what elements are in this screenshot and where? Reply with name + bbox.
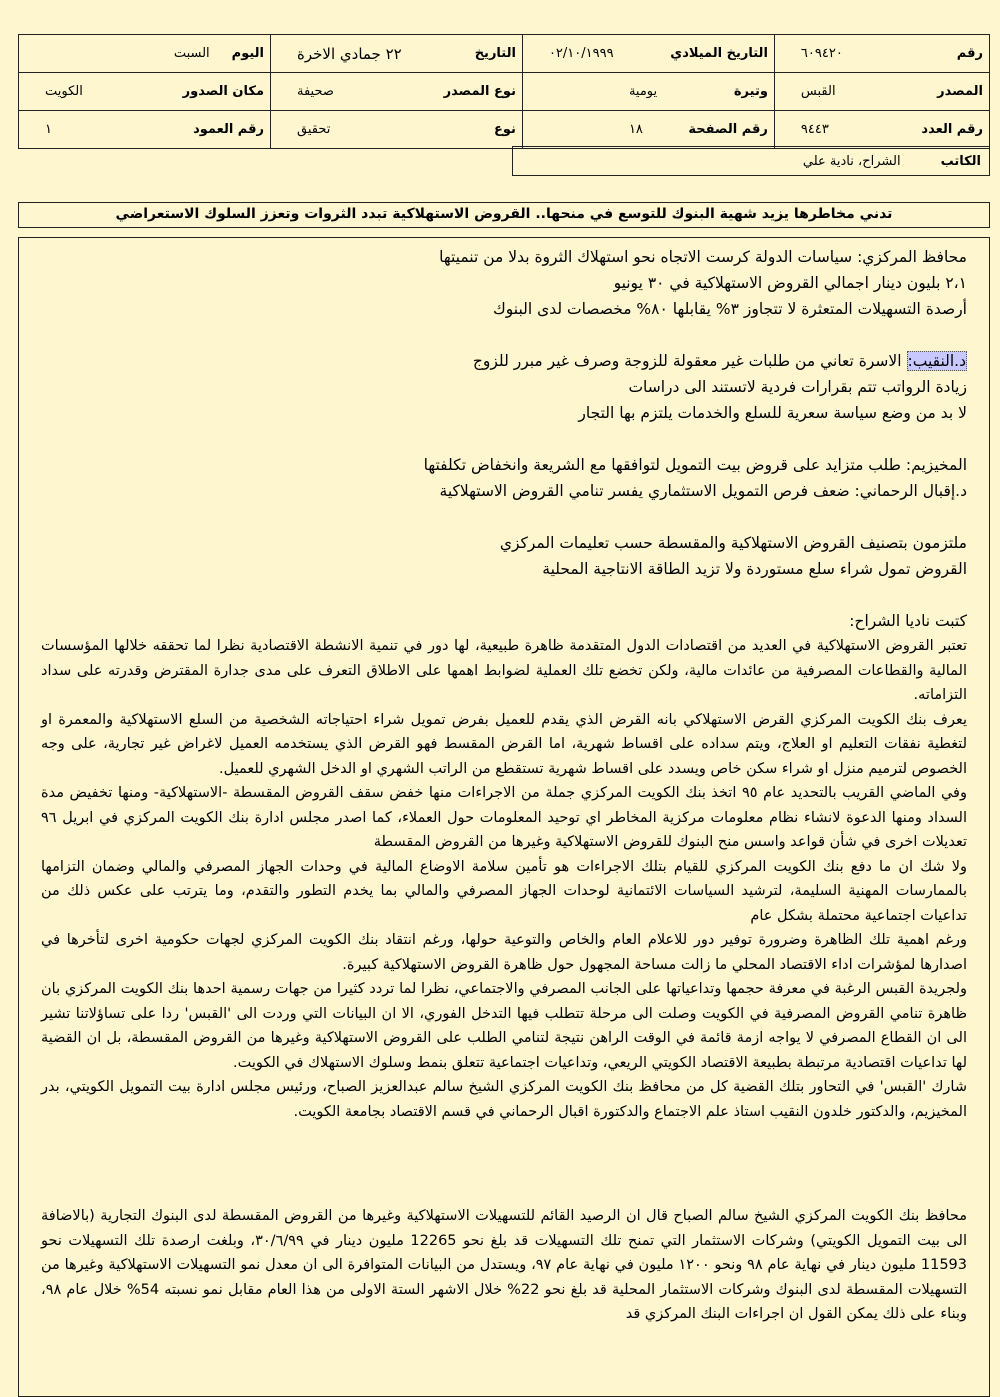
meta-makan-value: الكويت [45,84,83,99]
meta-miladi-label: التاريخ الميلادي [670,46,768,61]
meta-naw-masdar-cell [271,73,523,111]
meta-naw-label: نوع [494,122,516,137]
paragraph: شارك 'القبس' في التحاور بتلك القضية كل من محافظ بنك الكويت المركزي الشيخ سالم عبدالعزيز الصباح، ورئيس مجلس ادارة بيت التمويل الكويتي، بدر المخيزيم، والدكتور خلدون النقيب استاذ علم الاجتماع والدكتورة اقبال الرحماني في قسم الاقتصاد بجامعة الكويت. [41,1079,967,1120]
meta-tarikh-label: التاريخ [474,46,516,61]
paragraph: ورغم اهمية تلك الظاهرة وضرورة توفير دور للاعلام العام والخاص والتوعية حولها، ورغم انتقاد بنك الكويت المركزي لجهات حكومية اخرى لتأخرها في اصدارها لمؤشرات اداء الاقتصاد المحلي ما زالت مساحة المجهول حول ظاهرة القروض الاستهلاكية كبيرة. [41,932,967,973]
headline: تدني مخاطرها يزيد شهية البنوك للتوسع في منحها.. القروض الاستهلاكية تبدد الثروات وتعزز السلوك الاستعراضي [18,202,990,228]
highlighted-name: د.النقيب: [907,352,966,370]
subhead: ملتزمون بتصنيف القروض الاستهلاكية والمقسطة حسب تعليمات المركزي [499,534,967,552]
meta-masdar-label: المصدر [937,84,983,99]
subhead: أرصدة التسهيلات المتعثرة لا تتجاوز ٣% يقابلها ٨٠% مخصصات لدى البنوك [492,300,967,318]
subhead: د.إقبال الرحماني: ضعف فرص التمويل الاستثماري يفسر تنامي القروض الاستهلاكية [439,482,967,500]
meta-yawm-value: السبت [173,46,210,61]
subhead: لا بد من وضع سياسة سعرية للسلع والخدمات يلتزم بها التجار [578,404,967,422]
meta-amud-cell [19,111,271,149]
meta-makan-cell [19,73,271,111]
author-value: الشراح، نادية علي [802,153,901,169]
meta-miladi-cell [522,35,774,73]
meta-masdar-cell [774,73,989,111]
subhead: المخيزيم: طلب متزايد على قروض بيت التمويل لتوافقها مع الشريعة وانخفاض تكلفتها [423,456,967,474]
meta-safha-value: ١٨ [628,122,643,137]
article-body [18,237,990,1397]
meta-raqm-label: رقم [956,46,983,61]
subhead: محافظ المركزي: سياسات الدولة كرست الاتجاه نحو استهلاك الثروة بدلا من تنميتها [439,248,967,266]
meta-raqm-value: ٦٠٩٤٢٠ [800,46,843,61]
byline: كتبت ناديا الشراح: [849,612,967,630]
meta-safha-label: رقم الصفحة [688,122,768,137]
meta-masdar-value: القبس [800,84,836,99]
meta-adad-cell [774,111,989,149]
meta-makan-label: مكان الصدور [182,84,264,99]
meta-miladi-value: ٠٢/١٠/١٩٩٩ [548,46,614,61]
meta-watira-value: يومية [628,84,658,99]
subhead: زيادة الرواتب تتم بقرارات فردية لاتستند الى دراسات [628,378,967,396]
paragraph: ولجريدة القبس الرغبة في معرفة حجمها وتداعياتها على الجانب المصرفي والاجتماعي، نظرا لما تردد كثيرا من جهات رسمية احدها بنك الكويت المركزي بان ظاهرة تنامي القروض المصرفية في الكويت وصلت الى مرحلة تتطلب فيها التدخل الفوري، الا ان البيانات التي وردت الى 'القبس' ردا على تساؤلاتنا تشير الى ان القطاع المصرفي لا يواجه ازمة قائمة في الوقت الراهن نتيجة لتنامي الطلب على القروض الاستهلاكية وغيرها من القروض المقسطة، بل ان القضية لها تداعيات اقتصادية مرتبطة بطبيعة الاقتصاد الكويتي الريعي، وتداعيات اجتماعية تتعلق بنمط وسلوك الاستهلاك في الكويت. [41,981,967,1071]
meta-adad-value: ٩٤٤٣ [800,122,829,137]
subhead: ٢،١ بليون دينار اجمالي القروض الاستهلاكية في ٣٠ يونيو [613,274,967,292]
meta-naw-cell [271,111,523,149]
meta-tarikh-cell [271,35,523,73]
subhead-rest: الاسرة تعاني من طلبات غير معقولة للزوجة وصرف غير مبرر للزوج [472,352,907,370]
paragraph: محافظ بنك الكويت المركزي الشيخ سالم الصباح قال ان الرصيد القائم للتسهيلات الاستهلاكية وغيرها من القروض المقسطة لدى البنوك التجارية (بالاضافة الى بيت التمويل الكويتي) وشركات الاستثمار التي تمنح تلك التسهيلات قد بلغ نحو 12265 مليون دينار في ٣٠/٦/٩٩، وبلغت ارصدة تلك التسهيلات نحو 11593 مليون دينار في نهاية عام ٩٨ ونحو ١٢٠٠ مليون في نهاية عام ٩٧، ويستدل من البيانات المتوافرة الى ان معدل نمو التسهيلات الاستهلاكية وغيرها من التسهيلات المقسطة لدى البنوك وشركات الاستثمار المحلية قد بلغ نحو 22% خلال الاشهر الستة الاولى من هذا العام مقابل نمو نسبته 54% خلال عام ٩٨، وبناء على ذلك يمكن القول ان اجراءات البنك المركزي قد [41,1208,968,1322]
author-label: الكاتب [940,153,981,169]
metadata-table [18,34,990,149]
paragraph: تعتبر القروض الاستهلاكية في العديد من اقتصادات الدول المتقدمة ظاهرة طبيعية، لها دور في تنمية الانشطة الاقتصادية نظرا لما تحققه خلالها المؤسسات المالية والقطاعات المصرفية من عائدات مالية، ولكن تخضع تلك العملية لضوابط اهمها على الاطلاق التعرف على مدى جدارة المقترض وقدرته على سداد التزاماته. [41,638,967,703]
meta-amud-value: ١ [45,122,52,137]
meta-watira-cell [522,73,774,111]
subhead [41,348,967,374]
meta-naw-masdar-label: نوع المصدر [443,84,516,99]
author-box [512,146,990,176]
meta-adad-label: رقم العدد [921,122,983,137]
meta-yawm-label: اليوم [231,46,264,61]
paragraph: وفي الماضي القريب بالتحديد عام ٩٥ اتخذ بنك الكويت المركزي جملة من الاجراءات منها خفض سقف القروض المقسطة -الاستهلاكية- ومنها تخفيض مدة السداد ومنها الدعوة لانشاء نظام معلومات مركزية المخاطر اي توحيد المعلومات حول العملاء، كما اصدر مجلس ادارة بنك الكويت المركزي في ابريل ٩٦ تعديلات اخرى في شأن قواعد واسس منح البنوك للقروض الاستهلاكية وغيرها من القروض المقسطة [41,785,967,850]
meta-naw-masdar-value: صحيفة [297,84,334,99]
meta-raqm-cell [774,35,989,73]
meta-tarikh-value: ٢٢ جمادي الاخرة [297,44,402,63]
meta-naw-value: تحقيق [297,122,331,137]
meta-yawm-cell [19,35,271,73]
paragraph: يعرف بنك الكويت المركزي القرض الاستهلاكي بانه القرض الذي يقدم للعميل بفرض تمويل شراء احتياجاته الشخصية من السلع الاستهلاكية والمعمرة او لتغطية نفقات التعليم او العلاج، ويتم سداده على اقساط شهرية، اما القرض المقسط فهو القرض الذي يستخدمه العميل لاغراض غير تجارية، على وجه الخصوص لترميم منزل او شراء سكن خاص ويسدد على اقساط شهرية تستقطع من الراتب الشهري او الدخل الشهري للعميل. [41,711,967,777]
meta-amud-label: رقم العمود [193,122,264,137]
paragraph: ولا شك ان ما دفع بنك الكويت المركزي للقيام بتلك الاجراءات هو تأمين سلامة الاوضاع المالية في وحدات الجهاز المصرفي والمالي وضمان التزامها بالممارسات المهنية السليمة، لترشيد السياسات الائتمانية لوحدات الجهاز المصرفي والمالي بما يخدم التطور والتقدم، وما يترتب على عكس ذلك من تداعيات اجتماعية محتملة بشكل عام [41,858,967,924]
subhead: القروض تمول شراء سلع مستوردة ولا تزيد الطاقة الانتاجية المحلية [542,560,967,578]
meta-safha-cell [522,111,774,149]
meta-watira-label: وتيرة [733,84,768,99]
